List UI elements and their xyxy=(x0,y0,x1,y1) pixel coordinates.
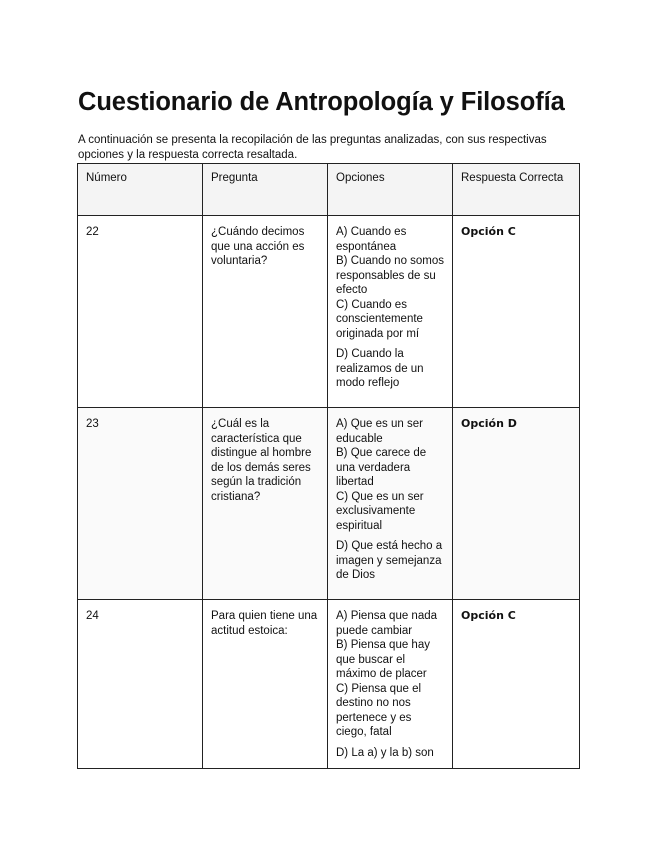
correct-answer: Opción D xyxy=(461,417,517,430)
correct-answer: Opción C xyxy=(461,225,516,238)
option-c: C) Piensa que el destino no nos pertenece y es ciego, fatal xyxy=(336,682,422,738)
option-b: B) Que carece de una verdadera libertad xyxy=(336,447,427,488)
table-row xyxy=(78,408,580,600)
row-question: ¿Cuál es la característica que distingue al hombre de los demás seres según la tradición cristiana? xyxy=(203,408,328,600)
questions-table xyxy=(77,163,580,769)
page-title: Cuestionario de Antropología y Filosofía xyxy=(78,88,565,116)
option-c: C) Cuando es conscientemente originada por mí xyxy=(336,298,423,340)
row-number: 24 xyxy=(78,600,203,769)
row-answer xyxy=(453,408,580,600)
row-options xyxy=(328,408,453,600)
intro-paragraph: A continuación se presenta la recopilación de las preguntas analizadas, con sus respectivas opciones y la respuesta correcta resaltada. xyxy=(78,134,547,161)
row-number: 22 xyxy=(78,216,203,408)
row-number: 23 xyxy=(78,408,203,600)
table-row xyxy=(78,600,580,769)
option-a: A) Cuando es espontánea xyxy=(336,226,407,253)
correct-answer: Opción C xyxy=(461,609,516,622)
option-a: A) Que es un ser educable xyxy=(336,418,423,445)
row-answer xyxy=(453,600,580,769)
header-options: Opciones xyxy=(328,164,453,216)
option-d: D) Que está hecho a imagen y semejanza de Dios xyxy=(336,540,443,581)
row-question: Para quien tiene una actitud estoica: xyxy=(203,600,328,769)
option-b: B) Piensa que hay que buscar el máximo de placer xyxy=(336,639,430,680)
table-row xyxy=(78,216,580,408)
option-d: D) La a) y la b) son xyxy=(336,746,434,759)
header-number: Número xyxy=(78,164,203,216)
row-options xyxy=(328,216,453,408)
row-question: ¿Cuándo decimos que una acción es voluntaria? xyxy=(203,216,328,408)
row-options xyxy=(328,600,453,769)
option-c: C) Que es un ser exclusivamente espiritual xyxy=(336,490,424,532)
header-question: Pregunta xyxy=(203,164,328,216)
table-header-row xyxy=(78,164,580,216)
row-answer xyxy=(453,216,580,408)
option-a: A) Piensa que nada puede cambiar xyxy=(336,610,438,637)
header-answer: Respuesta Correcta xyxy=(453,164,580,216)
option-d: D) Cuando la realizamos de un modo reflejo xyxy=(336,348,424,389)
option-b: B) Cuando no somos responsables de su efecto xyxy=(336,255,445,296)
